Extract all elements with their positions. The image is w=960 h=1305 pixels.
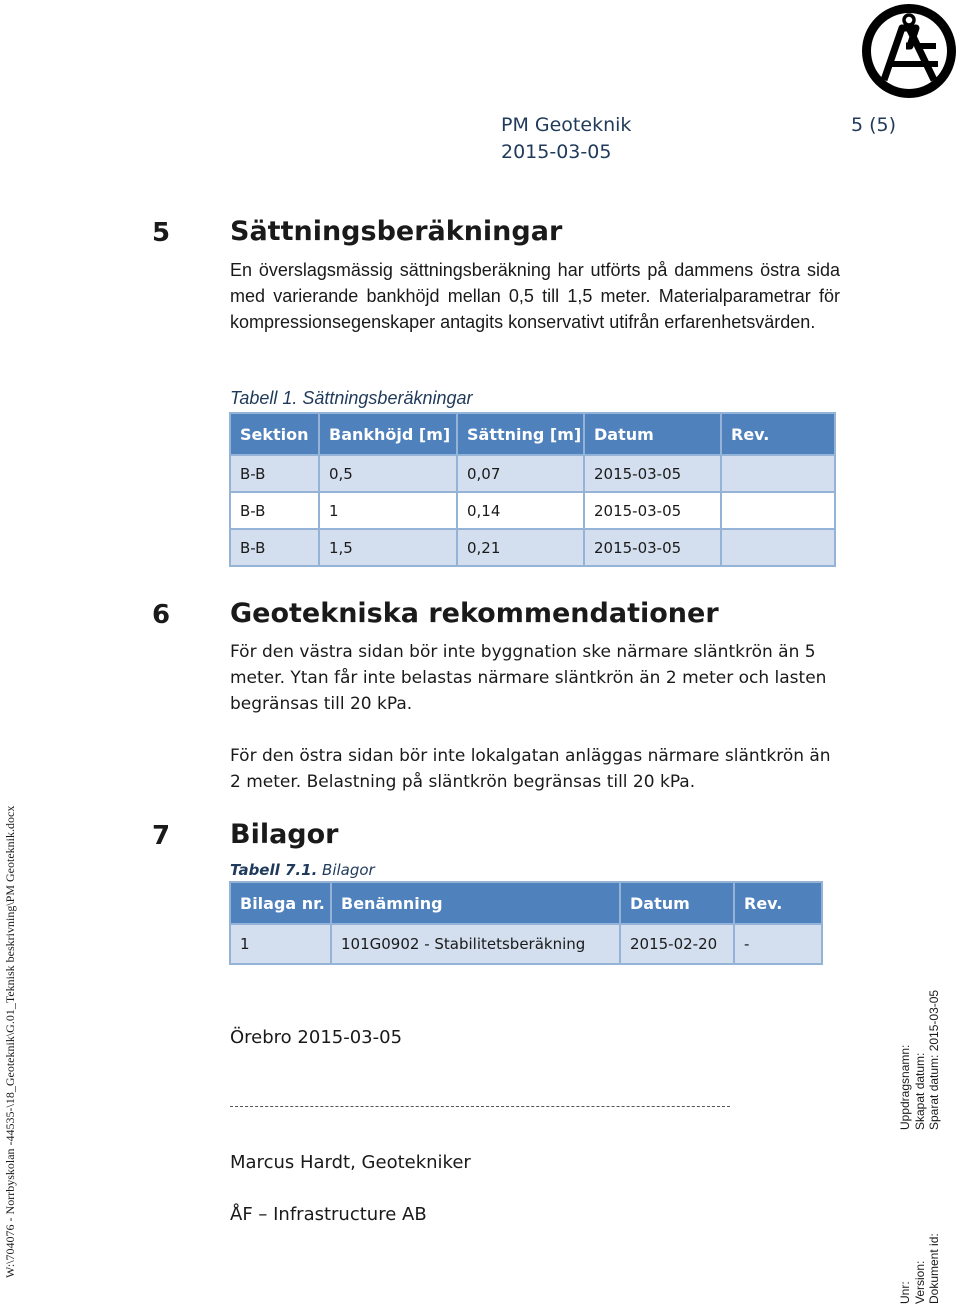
cell: 2015-03-05 [584, 492, 721, 529]
table-row [230, 455, 835, 492]
header-date: 2015-03-05 [501, 141, 612, 163]
cell [721, 492, 835, 529]
section-6-paragraph-2: För den östra sidan bör inte lokalgatan anläggas närmare släntkrön än 2 meter. Belastning på släntkrön begränsas till 20 kPa. [230, 746, 831, 792]
header-sattning: Sättning [m] [457, 413, 584, 455]
header-datum: Datum [620, 882, 734, 924]
cell: 0,14 [457, 492, 584, 529]
cell: 1 [319, 492, 457, 529]
settlement-table [229, 412, 836, 567]
table-row [230, 492, 835, 529]
caption-text: Bilagor [317, 861, 375, 879]
section-7-number: 7 [152, 821, 171, 851]
header-rev: Rev. [721, 413, 835, 455]
header-rev: Rev. [734, 882, 822, 924]
meta-unr: Unr: [898, 1281, 912, 1304]
cell [721, 455, 835, 492]
cell [721, 529, 835, 566]
meta-sparat-datum: Sparat datum: 2015-03-05 [927, 989, 941, 1130]
cell: 1 [230, 924, 331, 964]
section-6-title: Geotekniska rekommendationer [230, 598, 719, 629]
header-sektion: Sektion [230, 413, 319, 455]
header-title: PM Geoteknik [501, 114, 632, 136]
table-row [230, 529, 835, 566]
af-logo [860, 2, 958, 100]
header-bilaga-nr: Bilaga nr. [230, 882, 331, 924]
table-header-row [230, 882, 822, 924]
section-6-paragraph-1: För den västra sidan bör inte byggnation ske närmare släntkrön än 5 meter. Ytan får inte belastas närmare släntkrön än 2 meter och lasten begränsas till 20 kPa. [230, 642, 827, 714]
file-path: W:\704076 - Norrbyskolan -44535-\18_Geoteknik\G.01_Teknisk beskrivning\PM Geoteknik.docx [3, 805, 17, 1278]
header-benamning: Benämning [331, 882, 620, 924]
attachments-table [229, 881, 823, 965]
section-7-title: Bilagor [230, 819, 339, 850]
section-6-number: 6 [152, 600, 171, 630]
section-5-title: Sättningsberäkningar [230, 216, 563, 247]
section-5-paragraph: En överslagsmässig sättningsberäkning har utförts på dammens östra sida med varierande bankhöjd mellan 0,5 till 1,5 meter. Materialparametrar för kompressionsegenskaper antagits konservativt utifrån erfarenhetsvärden. [230, 260, 840, 332]
cell: - [734, 924, 822, 964]
header-bankhojd: Bankhöjd [m] [319, 413, 457, 455]
meta-uppdragsnamn: Uppdragsnamn: [898, 1044, 912, 1130]
cell: B-B [230, 492, 319, 529]
table-header-row [230, 413, 835, 455]
cell: B-B [230, 529, 319, 566]
cell: 101G0902 - Stabilitetsberäkning [331, 924, 620, 964]
section-5-number: 5 [152, 218, 171, 248]
caption-label: Tabell 7.1. [230, 861, 318, 879]
cell: 1,5 [319, 529, 457, 566]
cell: 0,5 [319, 455, 457, 492]
table-row [230, 924, 822, 964]
cell: 2015-03-05 [584, 529, 721, 566]
cell: 2015-03-05 [584, 455, 721, 492]
header-datum: Datum [584, 413, 721, 455]
cell: B-B [230, 455, 319, 492]
place-date: Örebro 2015-03-05 [230, 1027, 403, 1048]
af-logo-mark [860, 2, 958, 100]
signature-line [230, 1106, 730, 1107]
meta-version: Version: [913, 1260, 927, 1304]
signer-name: Marcus Hardt, Geotekniker [230, 1152, 471, 1173]
meta-dokument-id: Dokument id: [927, 1233, 941, 1304]
cell: 2015-02-20 [620, 924, 734, 964]
table-1-caption: Tabell 1. Sättningsberäkningar [230, 388, 473, 408]
meta-skapat-datum: Skapat datum: [913, 1052, 927, 1130]
header-page-number: 5 (5) [851, 114, 897, 136]
cell: 0,21 [457, 529, 584, 566]
table-7-1-caption [230, 861, 375, 879]
signer-company: ÅF – Infrastructure AB [230, 1204, 427, 1225]
cell: 0,07 [457, 455, 584, 492]
